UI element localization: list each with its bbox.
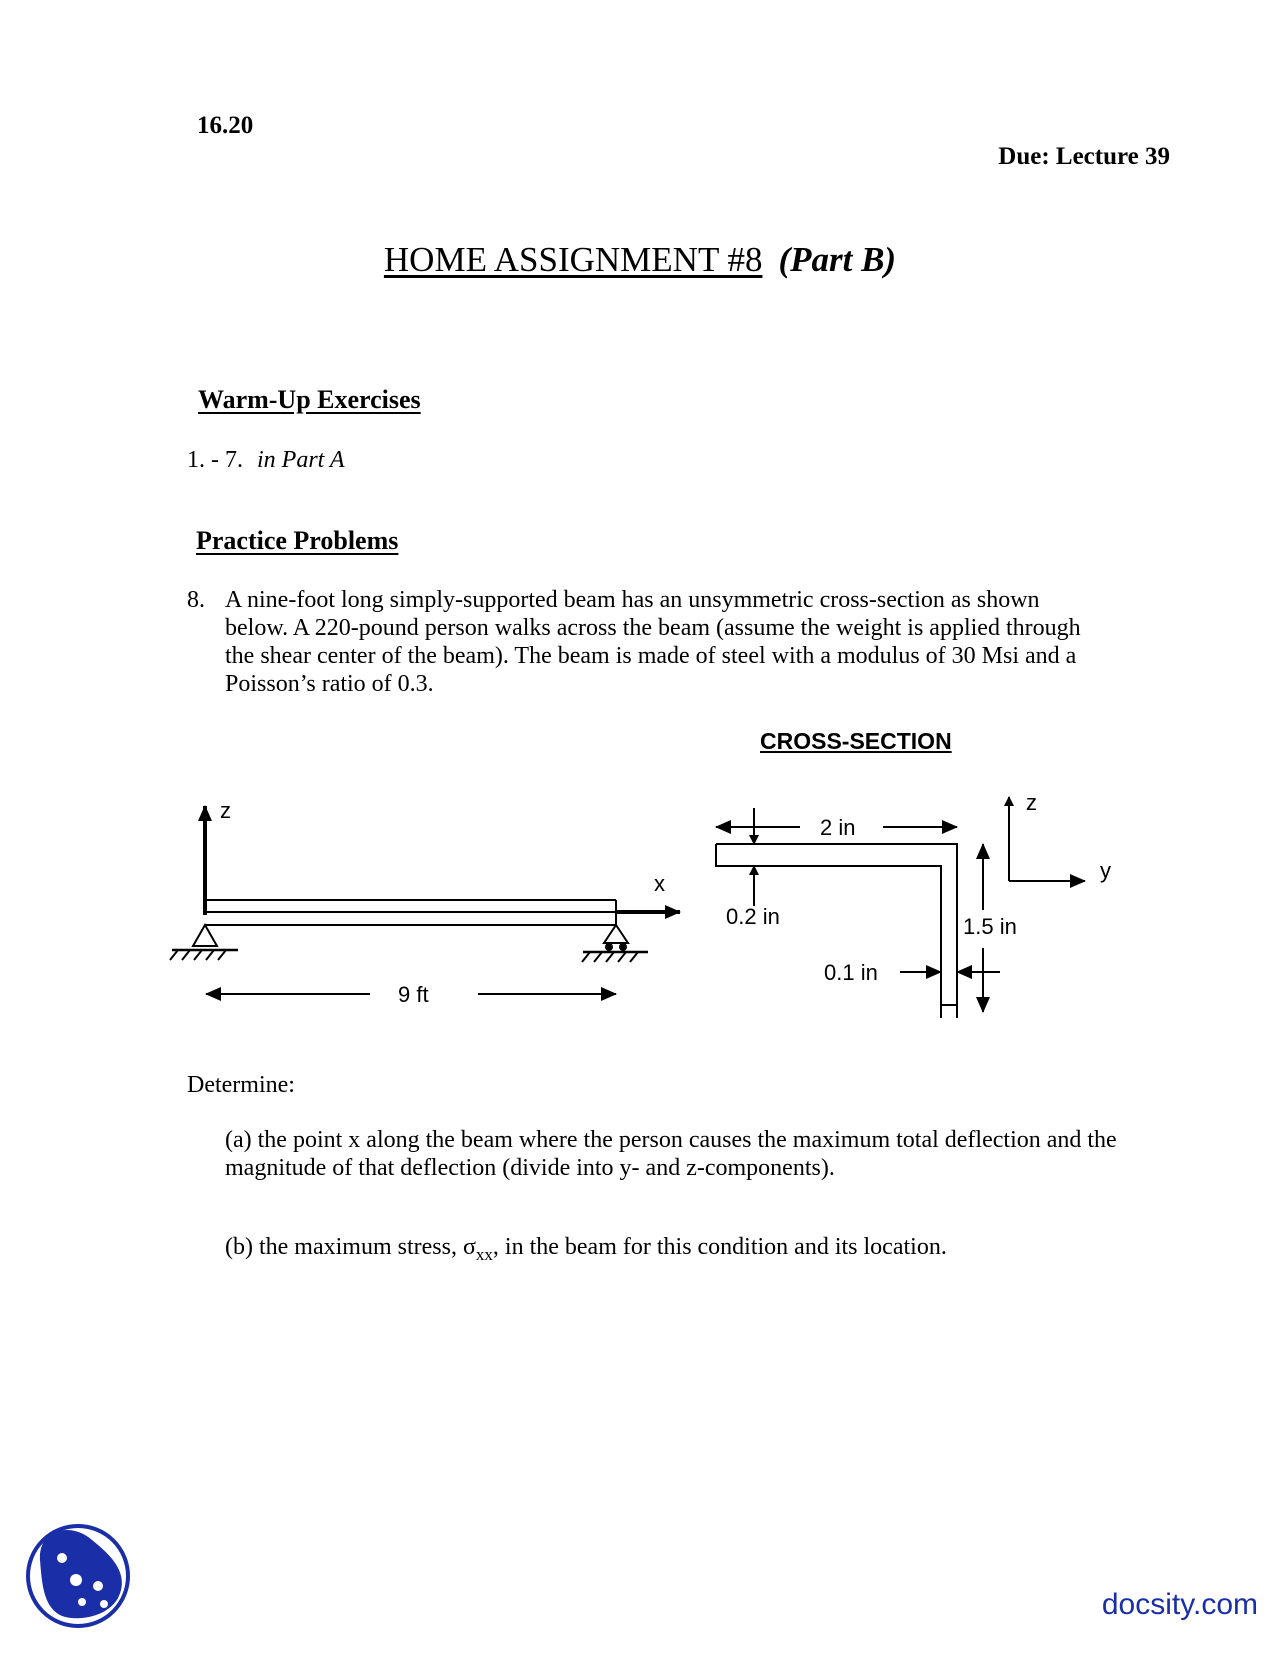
question-part-b (225, 1234, 947, 1265)
docsity-logo-icon (28, 1526, 128, 1626)
web-thickness-label: 0.1 in (824, 960, 878, 985)
course-number: 16.20 (197, 112, 254, 139)
web-thickness-dimension (824, 960, 1000, 985)
brand-link[interactable]: docsity.com (1101, 1588, 1258, 1621)
cross-section-axes (1009, 790, 1111, 883)
cross-section-y-label: y (1100, 858, 1111, 883)
cross-section-shape (716, 844, 957, 1018)
pin-support-icon (170, 925, 238, 960)
title-part: (Part B) (778, 240, 897, 279)
beam-x-label: x (654, 871, 665, 896)
part-b-suffix: , in the beam for this condition and its location. (492, 1234, 947, 1260)
beam-z-label: z (220, 798, 231, 823)
problem-number: 8. (187, 587, 205, 613)
determine-label: Determine: (187, 1072, 295, 1098)
warmup-ref: in Part A (257, 447, 345, 473)
part-b-prefix: (b) the maximum stress, σ (225, 1234, 476, 1260)
warmup-heading: Warm-Up Exercises (198, 385, 421, 414)
beam-x-axis (616, 871, 680, 912)
height-label: 1.5 in (963, 914, 1017, 939)
beam-z-axis (205, 798, 231, 915)
warmup-range: 1. - 7. (187, 447, 243, 473)
title-main: HOME ASSIGNMENT #8 (383, 240, 763, 279)
roller-support-icon (582, 925, 648, 962)
problem-text: A nine-foot long simply-supported beam has an unsymmetric cross-section as shown below. A 220-pound person walks across the beam (assume the weight is applied through the shear center of the beam). The beam is made of steel with a modulus of 30 Msi and a Poisson’s ratio of 0.3. (225, 587, 1081, 697)
cross-section-title: CROSS-SECTION (760, 728, 952, 754)
practice-heading: Practice Problems (196, 526, 399, 555)
width-label: 2 in (820, 815, 856, 840)
beam (205, 900, 616, 925)
due-date: Due: Lecture 39 (998, 143, 1170, 170)
length-dimension (206, 982, 616, 1007)
width-dimension (716, 815, 957, 840)
length-label: 9 ft (398, 982, 429, 1007)
flange-thickness-label: 0.2 in (726, 904, 780, 929)
question-part-a: (a) the point x along the beam where the person causes the maximum total deflection and the magnitude of that deflection (divide into y- and z-components). (225, 1127, 1117, 1181)
part-b-subscript: xx (475, 1244, 493, 1264)
cross-section-z-label: z (1026, 790, 1037, 815)
